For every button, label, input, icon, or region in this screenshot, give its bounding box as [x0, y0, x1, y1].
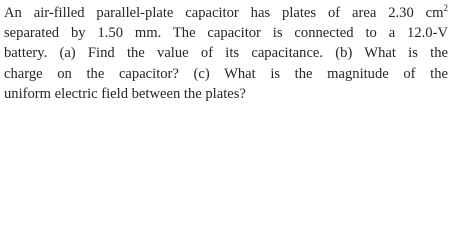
problem-line-1: An air-filled parallel-plate capacitor has plates of area 2.30 $cm^2$ — [4, 3, 448, 21]
problem-line-2: separated by 1.50 mm. The capacitor is connected to a 12.0-V — [4, 25, 448, 42]
area-exponent: 2 — [443, 3, 448, 13]
problem-line-5: uniform electric field between the plates? — [4, 85, 246, 102]
problem-line-4: charge on the capacitor? (c) What is the magnitude of the — [4, 65, 448, 82]
problem-statement — [4, 3, 448, 104]
problem-line-3: battery. (a) Find the value of its capacitance. (b) What is the — [4, 45, 448, 62]
